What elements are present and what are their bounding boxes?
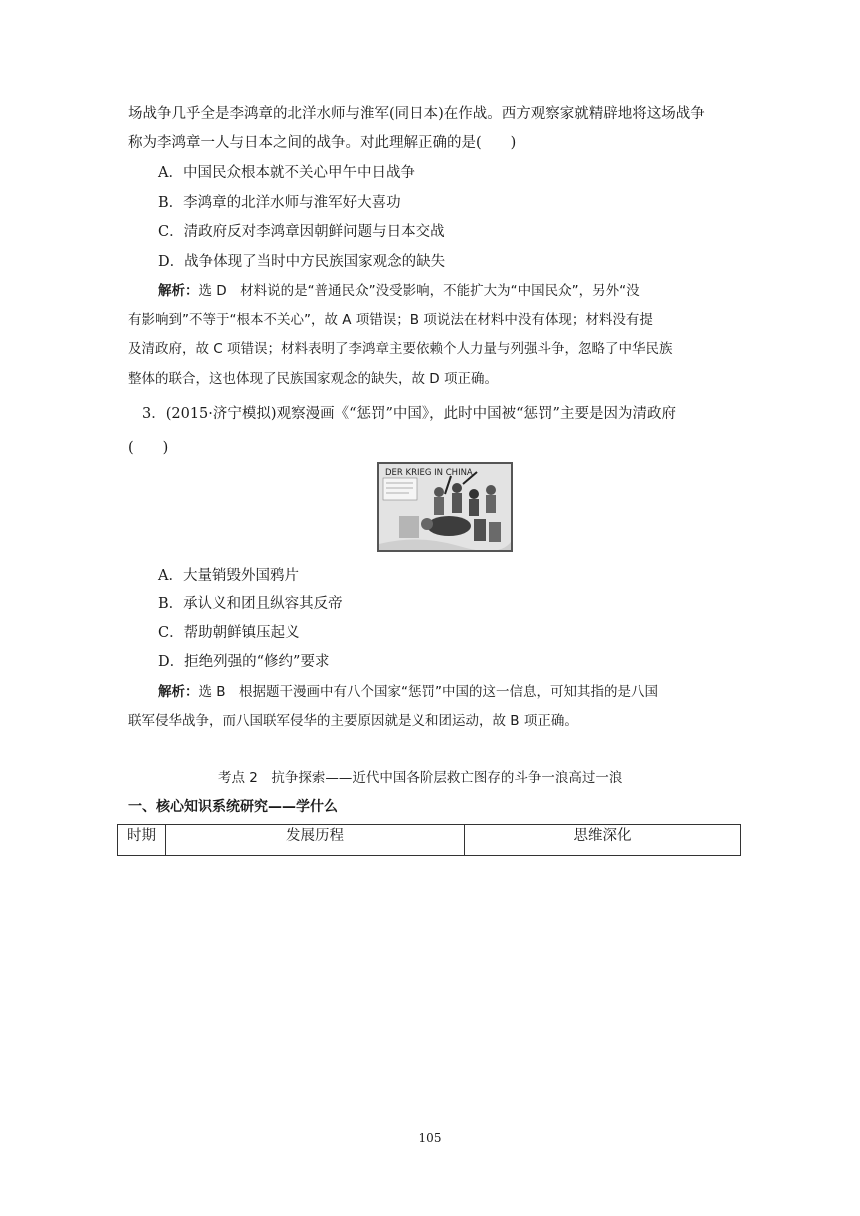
page-number: 105 — [418, 1131, 442, 1145]
q3-number: 3．(2015· — [142, 406, 213, 422]
q2-option-c: C．清政府反对李鸿章因朝鲜问题与日本交战 — [158, 224, 445, 240]
punishing-china-cartoon — [377, 462, 513, 552]
q2-explanation-line-1 — [158, 281, 640, 301]
q3-option-d: D．拒绝列强的“修约”要求 — [158, 654, 330, 670]
cartoon-title: DER KRIEG IN CHINA — [385, 468, 473, 478]
q3-option-b: B．承认义和团且纵容其反帝 — [158, 596, 343, 612]
table-header-development: 发展历程 — [166, 825, 465, 855]
q2-explanation-text-1: 选 D 材料说的是“普通民众”没受影响，不能扩大为“中国民众”，另外“没 — [198, 283, 640, 299]
q2-option-a: A．中国民众根本就不关心甲午中日战争 — [158, 165, 415, 181]
knowledge-table — [117, 824, 741, 856]
q3-source: 济宁模拟 — [212, 406, 271, 422]
section-subheading: 一、核心知识系统研究——学什么 — [128, 799, 338, 815]
q3-option-a: A．大量销毁外国鸦片 — [158, 568, 299, 584]
q3-explanation-text-1: 选 B 根据题干漫画中有八个国家“惩罚”中国的这一信息，可知其指的是八国 — [198, 684, 659, 700]
table-header-period: 时期 — [118, 825, 166, 855]
q2-explanation-line-3: 及清政府，故 C 项错误；材料表明了李鸿章主要依赖个人力量与列强斗争，忽略了中华民族 — [128, 341, 673, 357]
q2-stem-line-2: 称为李鸿章一人与日本之间的战争。对此理解正确的是( ) — [128, 135, 517, 151]
q2-explanation-line-2: 有影响到”不等于“根本不关心”，故 A 项错误；B 项说法在材料中没有体现；材料没有提 — [128, 312, 653, 328]
q3-explanation-label: 解析： — [158, 684, 199, 700]
q3-explanation-line-1 — [158, 682, 658, 702]
q2-explanation-label: 解析： — [158, 283, 199, 299]
q3-stem-text: )观察漫画《“惩罚”中国》，此时中国被“惩罚”主要是因为清政府 — [270, 406, 676, 422]
q2-explanation-line-4: 整体的联合，这也体现了民族国家观念的缺失，故 D 项正确。 — [128, 371, 498, 387]
q3-option-c: C．帮助朝鲜镇压起义 — [158, 625, 300, 641]
q2-option-d: D．战争体现了当时中方民族国家观念的缺失 — [158, 254, 446, 270]
section-heading: 考点 2 抗争探索——近代中国各阶层救亡图存的斗争一浪高过一浪 — [218, 770, 623, 786]
q3-explanation-line-2: 联军侵华战争，而八国联军侵华的主要原因就是义和团运动，故 B 项正确。 — [128, 713, 578, 729]
q2-option-b: B．李鸿章的北洋水师与淮军好大喜功 — [158, 195, 401, 211]
q3-stem-line-1 — [142, 404, 676, 424]
q3-answer-paren: ( ) — [128, 440, 169, 456]
q2-stem-line-1: 场战争几乎全是李鸿章的北洋水师与淮军(同日本)在作战。西方观察家就精辟地将这场战争 — [128, 106, 705, 122]
table-header-deep-thinking: 思维深化 — [573, 828, 632, 844]
